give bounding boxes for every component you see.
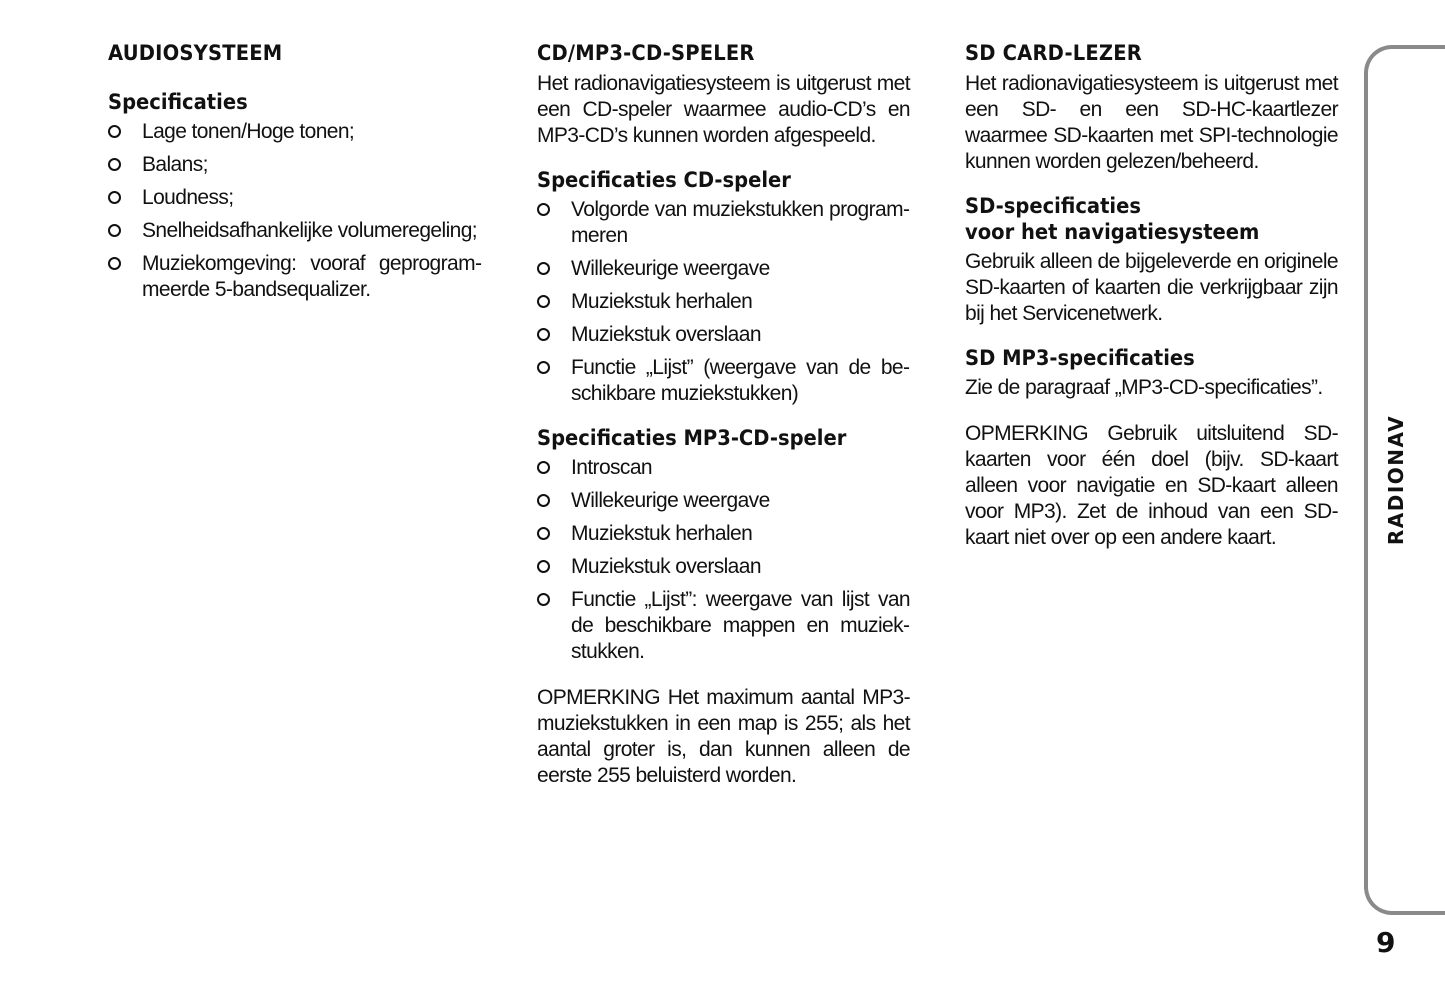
subheading-sd-mp3: SD MP3-specificaties	[965, 346, 1195, 370]
list-item: Snelheidsafhankelijke volumeregeling;	[108, 218, 482, 244]
chapter-tab-label: RADIONAV	[1384, 414, 1408, 546]
list-item: Loudness;	[108, 185, 482, 211]
section-title-cd-mp3: CD/MP3-CD-SPELER	[537, 41, 755, 65]
list-item: Willekeurige weergave	[537, 256, 910, 282]
circle-bullet-icon	[537, 593, 550, 606]
mp3-spec-list	[537, 455, 910, 665]
sd-mp3-paragraph: Zie de paragraaf „MP3-CD-specificaties”.	[965, 376, 1323, 399]
list-item: Balans;	[108, 152, 482, 178]
circle-bullet-icon	[537, 461, 550, 474]
list-item: Functie „Lijst”: weergave van lijst van de beschikbare mappen en muziekstukken.	[537, 587, 910, 665]
circle-bullet-icon	[108, 191, 121, 204]
subheading-mp3-cd-speler: Specificaties MP3-CD-speler	[537, 426, 847, 450]
section-title-audiosysteem: AUDIOSYSTEEM	[108, 41, 283, 65]
circle-bullet-icon	[537, 328, 550, 341]
list-item: Functie „Lijst” (weergave van de beschikbare muziekstukken)	[537, 355, 910, 407]
column-sd-card-lezer	[965, 40, 1338, 551]
circle-bullet-icon	[108, 125, 121, 138]
circle-bullet-icon	[108, 224, 121, 237]
cd-intro-paragraph: Het radionavigatiesysteem is uitgerust met een CD-speler waarmee audio-CD’s en MP3-CD’s kunnen worden afgespeeld.	[537, 72, 910, 147]
list-item: Lage tonen/Hoge tonen;	[108, 119, 482, 145]
circle-bullet-icon	[537, 361, 550, 374]
circle-bullet-icon	[537, 203, 550, 216]
column-cd-mp3-speler	[537, 40, 910, 789]
circle-bullet-icon	[537, 295, 550, 308]
subheading-cd-speler: Specificaties CD-speler	[537, 168, 791, 192]
sd-note-paragraph: OPMERKING Gebruik uitsluitend SD-kaarten voor één doel (bijv. SD-kaart alleen voor navigatie en SD-kaart alleen voor MP3). Zet de inhoud van een SD-kaart niet over op een andere kaart.	[965, 422, 1338, 549]
subheading-sd-navigatie: SD-specificaties voor het navigatiesysteem	[965, 194, 1260, 244]
list-item: Muziekstuk herhalen	[537, 289, 910, 315]
audio-spec-list	[108, 119, 482, 303]
sd-nav-paragraph: Gebruik alleen de bijgeleverde en originele SD-kaarten of kaarten die verkrijgbaar zijn bij het Servicenetwerk.	[965, 250, 1338, 325]
list-item: Willekeurige weergave	[537, 488, 910, 514]
circle-bullet-icon	[537, 560, 550, 573]
circle-bullet-icon	[108, 257, 121, 270]
list-item: Muziekomgeving: vooraf geprogrammeerde 5-bandsequalizer.	[108, 251, 482, 303]
list-item: Muziekstuk overslaan	[537, 322, 910, 348]
circle-bullet-icon	[537, 494, 550, 507]
list-item: Muziekstuk herhalen	[537, 521, 910, 547]
section-title-sd-card: SD CARD-LEZER	[965, 41, 1142, 65]
page-number: 9	[1376, 926, 1396, 959]
circle-bullet-icon	[537, 527, 550, 540]
subheading-specificaties: Specificaties	[108, 90, 248, 114]
cd-spec-list	[537, 197, 910, 407]
column-audiosysteem	[108, 40, 482, 310]
list-item: Muziekstuk overslaan	[537, 554, 910, 580]
sd-intro-paragraph: Het radionavigatiesysteem is uitgerust met een SD- en een SD-HC-kaartlezer waarmee SD-kaarten met SPI-technologie kunnen worden gelezen/beheerd.	[965, 72, 1338, 173]
circle-bullet-icon	[537, 262, 550, 275]
mp3-note-paragraph: OPMERKING Het maximum aantal MP3-muziekstukken in een map is 255; als het aantal groter is, dan kunnen alleen de eerste 255 beluisterd worden.	[537, 686, 910, 787]
circle-bullet-icon	[108, 158, 121, 171]
list-item: Introscan	[537, 455, 910, 481]
list-item: Volgorde van muziekstukken programmeren	[537, 197, 910, 249]
